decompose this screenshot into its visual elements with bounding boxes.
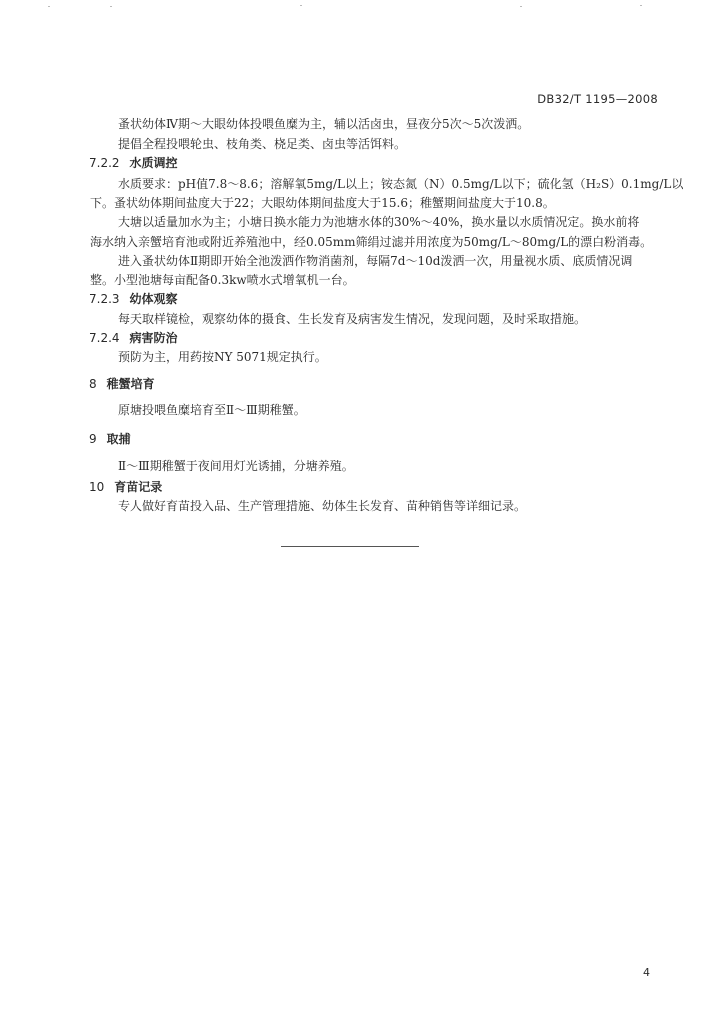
heading-7-2-2 [89,155,178,171]
paragraph-water-quality-2b: 海水纳入亲蟹培育池或附近养殖池中，经0.05mm筛绢过滤并用浓度为50mg/L～80mg/L的漂白粉消毒。 [90,235,653,249]
paragraph-water-quality-2a: 大塘以适量加水为主；小塘日换水能力为池塘水体的30%～40%，换水量以水质情况定。换水前将 [118,215,640,229]
paragraph-observation: 每天取样镜检，观察幼体的摄食、生长发育及病害发生情况，发现问题，及时采取措施。 [118,312,587,326]
heading-number: 10 [89,480,105,494]
heading-number: 8 [89,377,97,391]
heading-7-2-4 [89,330,178,346]
heading-10 [89,479,162,495]
heading-9 [89,431,131,447]
heading-7-2-3 [89,291,178,307]
scan-artifact [640,5,642,6]
heading-8 [89,376,155,392]
paragraph-juvenile: 原塘投喂鱼糜培育至Ⅱ～Ⅲ期稚蟹。 [118,403,306,417]
paragraph-record: 专人做好育苗投入品、生产管理措施、幼体生长发育、苗种销售等详细记录。 [118,499,527,513]
paragraph-water-quality-1a: 水质要求：pH值7.8～8.6；溶解氧5mg/L以上；铵态氮（N）0.5mg/L以下；硫化氢（H₂S）0.1mg/L以 [118,177,684,191]
heading-number: 9 [89,432,97,446]
paragraph-harvest: Ⅱ～Ⅲ期稚蟹于夜间用灯光诱捕，分塘养殖。 [118,459,354,473]
heading-number: 7.2.3 [89,292,120,306]
heading-title: 稚蟹培育 [106,377,155,391]
paragraph-water-quality-1b: 下。蚤状幼体期间盐度大于22；大眼幼体期间盐度大于15.6；稚蟹期间盐度大于10.8。 [90,196,555,210]
heading-title: 取捕 [106,432,131,446]
scan-artifact [48,6,50,7]
heading-title: 幼体观察 [129,292,178,306]
heading-title: 育苗记录 [114,480,163,494]
heading-title: 水质调控 [129,156,178,170]
standard-code: DB32/T 1195—2008 [537,92,658,106]
heading-title: 病害防治 [129,331,178,345]
scan-artifact [300,5,302,6]
page-number: 4 [643,966,650,979]
heading-number: 7.2.2 [89,156,120,170]
scan-artifact [520,6,522,7]
heading-number: 7.2.4 [89,331,120,345]
paragraph-water-quality-3a: 进入蚤状幼体Ⅱ期即开始全池泼洒作物消菌剂，每隔7d～10d泼洒一次，用量视水质、底质情况调 [118,254,633,268]
scan-artifact [110,6,112,7]
end-of-document-rule [281,546,419,547]
paragraph-water-quality-3b: 整。小型池塘每亩配备0.3kw喷水式增氧机一台。 [90,273,355,287]
paragraph-disease: 预防为主，用药按NY 5071规定执行。 [118,350,327,364]
paragraph-feeding-1: 蚤状幼体Ⅳ期～大眼幼体投喂鱼糜为主，辅以活卤虫，昼夜分5次～5次泼洒。 [118,117,530,131]
paragraph-feeding-2: 提倡全程投喂轮虫、枝角类、桡足类、卤虫等活饵料。 [118,137,407,151]
